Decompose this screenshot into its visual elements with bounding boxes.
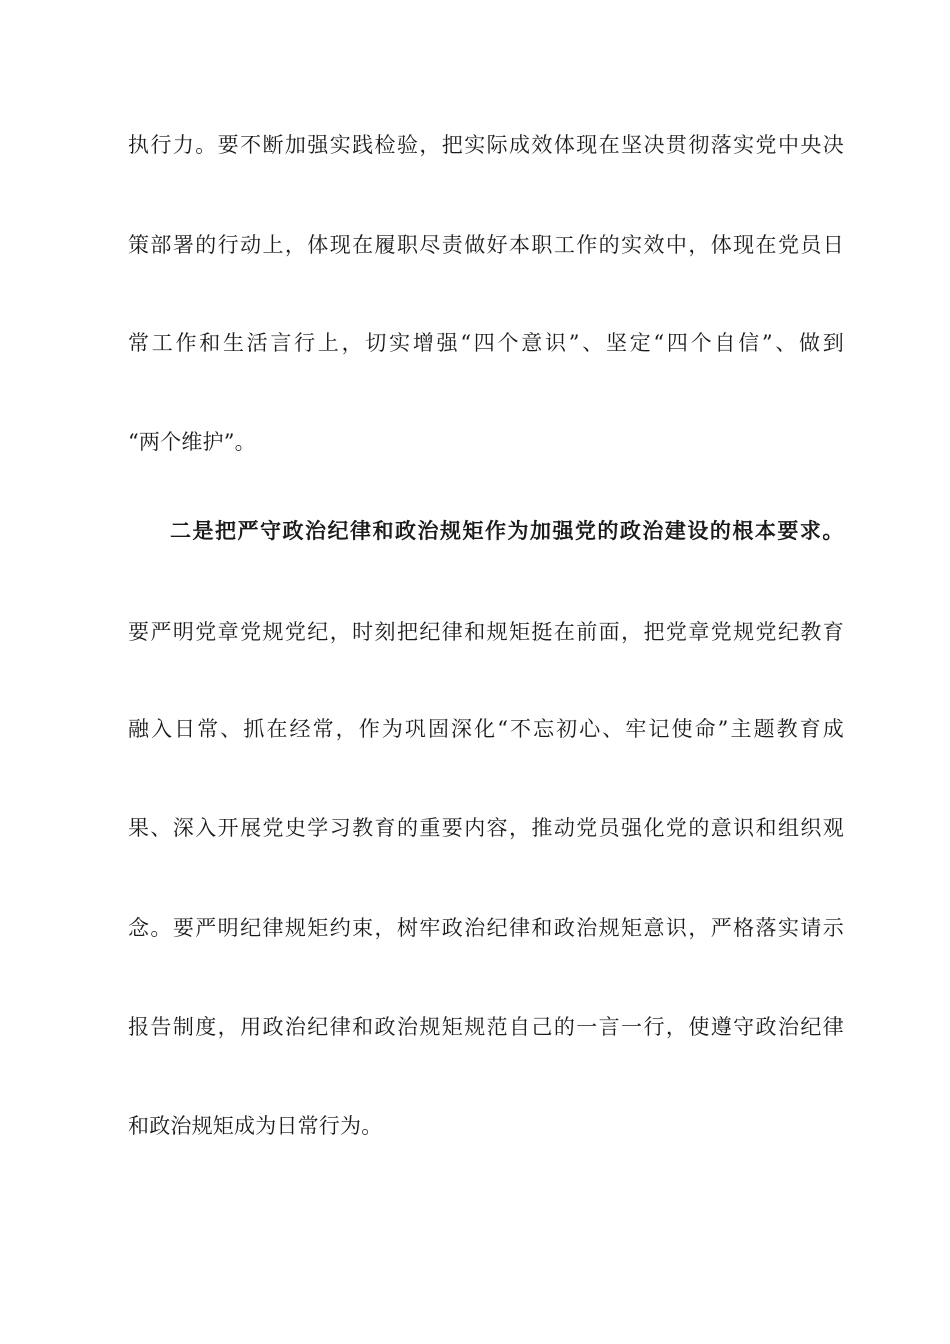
paragraph-2-line-4: 念。要严明纪律规矩约束，树牢政治纪律和政治规矩意识，严格落实请示 xyxy=(128,916,844,940)
paragraph-2-line-2: 融入日常、抓在经常，作为巩固深化“不忘初心、牢记使命”主题教育成 xyxy=(128,717,844,741)
paragraph-2-line-5: 报告制度，用政治纪律和政治规矩规范自己的一言一行，使遵守政治纪律 xyxy=(128,1015,844,1039)
section-heading: 二是把严守政治纪律和政治规矩作为加强党的政治建设的根本要求。 xyxy=(170,518,844,543)
paragraph-1-line-1: 执行力。要不断加强实践检验，把实际成效体现在坚决贯彻落实党中央决 xyxy=(128,133,844,157)
paragraph-2-line-6: 和政治规矩成为日常行为。 xyxy=(128,1114,383,1138)
paragraph-1-line-4: “两个维护”。 xyxy=(128,430,256,454)
paragraph-1-line-2: 策部署的行动上，体现在履职尽责做好本职工作的实效中，体现在党员日 xyxy=(128,233,844,257)
paragraph-2-line-1: 要严明党章党规党纪，时刻把纪律和规矩挺在前面，把党章党规党纪教育 xyxy=(128,620,844,644)
paragraph-2-line-3: 果、深入开展党史学习教育的重要内容，推动党员强化党的意识和组织观 xyxy=(128,816,844,840)
paragraph-1-line-3: 常工作和生活言行上，切实增强“四个意识”、坚定“四个自信”、做到 xyxy=(128,331,844,355)
